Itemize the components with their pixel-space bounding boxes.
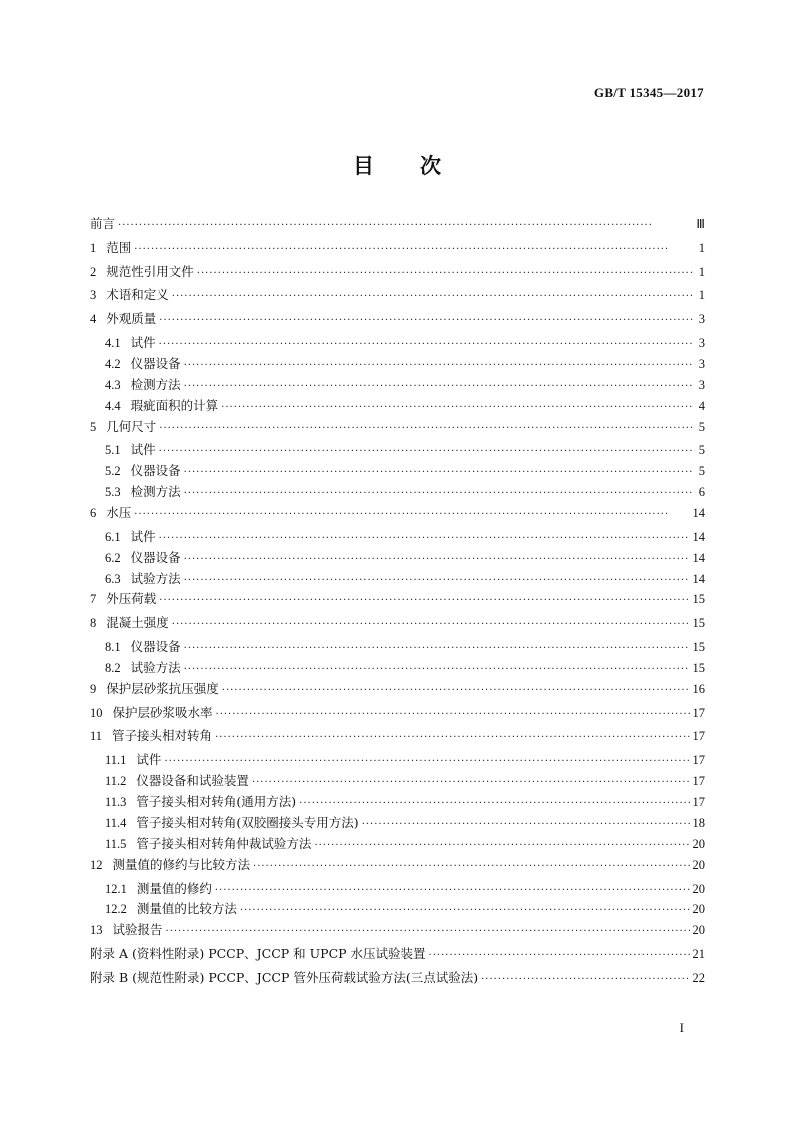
toc-entry-text: 试验方法 xyxy=(130,659,181,675)
toc-entry-number: 5 xyxy=(90,419,97,434)
toc-leader-dots xyxy=(252,777,690,788)
table-of-contents xyxy=(90,214,705,992)
toc-entry-number: 6.3 xyxy=(105,571,121,586)
toc-entry-page: 15 xyxy=(692,616,705,631)
toc-entry-label xyxy=(105,658,181,676)
toc-entry[interactable] xyxy=(90,569,705,590)
toc-entry-text: 保护层砂浆吸水率 xyxy=(112,704,213,720)
toc-leader-dots xyxy=(221,402,694,413)
toc-leader-dots xyxy=(184,643,690,654)
toc-entry[interactable] xyxy=(90,461,705,482)
toc-entry-number: 1 xyxy=(90,240,97,255)
title-char-2: 次 xyxy=(420,153,441,178)
toc-entry-number: 11.5 xyxy=(105,836,127,851)
toc-entry-page: 6 xyxy=(698,485,705,500)
toc-entry[interactable] xyxy=(90,238,705,262)
toc-leader-dots xyxy=(159,315,694,326)
toc-entry[interactable] xyxy=(90,589,705,613)
toc-entry-text: 管子接头相对转角 xyxy=(112,728,213,744)
toc-leader-dots xyxy=(215,885,690,896)
toc-entry-text: 检测方法 xyxy=(130,484,181,500)
toc-entry-page: 14 xyxy=(692,529,705,544)
toc-entry-text: 水压 xyxy=(106,505,132,521)
page-title xyxy=(0,150,794,180)
toc-entry-label xyxy=(105,375,181,393)
toc-leader-dots xyxy=(362,819,690,830)
toc-entry-label xyxy=(105,834,311,852)
toc-entry[interactable] xyxy=(90,855,705,879)
toc-entry[interactable] xyxy=(90,750,705,771)
toc-entry-number: 4.4 xyxy=(105,398,121,413)
toc-entry-page: 17 xyxy=(692,795,705,810)
toc-entry-label xyxy=(90,968,478,986)
toc-entry-label xyxy=(105,813,359,831)
toc-entry[interactable] xyxy=(90,440,705,461)
toc-leader-dots xyxy=(118,220,693,231)
toc-entry-number: 10 xyxy=(90,705,103,720)
toc-leader-dots xyxy=(172,619,690,630)
toc-entry-text: 仪器设备和试验装置 xyxy=(136,773,249,789)
toc-entry-page: 1 xyxy=(698,240,705,255)
toc-entry[interactable] xyxy=(90,637,705,658)
toc-entry-text: 试件 xyxy=(130,528,156,544)
toc-entry[interactable] xyxy=(90,333,705,354)
toc-entry-number: 8.1 xyxy=(105,640,121,655)
toc-entry-text: 测量值的修约 xyxy=(136,880,212,896)
toc-entry-number: 4.1 xyxy=(105,335,121,350)
toc-entry-page: 22 xyxy=(692,970,705,985)
toc-leader-dots xyxy=(222,685,690,696)
toc-entry[interactable] xyxy=(90,771,705,792)
standard-code: GB/T 15345—2017 xyxy=(593,85,704,100)
toc-entry-text: 瑕疵面积的计算 xyxy=(130,397,219,413)
toc-leader-dots xyxy=(134,244,694,255)
toc-entry-text: 保护层砂浆抗压强度 xyxy=(106,680,219,696)
toc-entry-text: 仪器设备 xyxy=(130,639,181,655)
toc-entry-page: 20 xyxy=(692,923,705,938)
toc-entry[interactable] xyxy=(90,726,705,750)
toc-entry-text: 试验方法 xyxy=(130,570,181,586)
toc-entry[interactable] xyxy=(90,309,705,333)
toc-entry-label xyxy=(105,750,161,768)
toc-entry-text: 外观质量 xyxy=(106,311,157,327)
toc-leader-dots xyxy=(215,732,689,743)
toc-entry[interactable] xyxy=(90,968,705,992)
toc-entry-label xyxy=(105,569,181,587)
toc-entry-number: 6.2 xyxy=(105,550,121,565)
toc-entry-number: 3 xyxy=(90,288,97,303)
toc-leader-dots xyxy=(184,381,694,392)
toc-entry[interactable] xyxy=(90,375,705,396)
toc-entry-number: 12.2 xyxy=(105,902,127,917)
toc-entry-label xyxy=(105,354,181,372)
toc-entry-number: 11.4 xyxy=(105,815,127,830)
toc-entry-label xyxy=(90,944,426,962)
toc-entry[interactable] xyxy=(90,679,705,703)
toc-entry-page: 20 xyxy=(692,836,705,851)
toc-entry-label xyxy=(90,589,156,607)
toc-entry[interactable] xyxy=(90,548,705,569)
toc-entry-page: 14 xyxy=(692,550,705,565)
toc-entry-page: 20 xyxy=(692,902,705,917)
toc-entry[interactable] xyxy=(90,813,705,834)
toc-entry-number: 5.1 xyxy=(105,443,121,458)
toc-leader-dots xyxy=(172,291,694,302)
toc-entry-label xyxy=(90,855,250,873)
toc-entry-page: 15 xyxy=(692,640,705,655)
toc-entry-label xyxy=(90,613,169,631)
toc-leader-dots xyxy=(184,554,690,565)
toc-entry-text: 仪器设备 xyxy=(130,463,181,479)
toc-entry-label xyxy=(90,285,169,303)
toc-entry-label xyxy=(105,461,181,479)
toc-leader-dots xyxy=(184,467,694,478)
toc-entry-page: Ⅲ xyxy=(696,217,705,231)
toc-entry[interactable] xyxy=(90,613,705,637)
toc-entry-page: 17 xyxy=(692,774,705,789)
toc-entry-page: 4 xyxy=(698,398,705,413)
toc-entry-text: 试件 xyxy=(136,752,162,768)
toc-entry[interactable] xyxy=(90,482,705,503)
toc-entry[interactable] xyxy=(90,396,705,417)
toc-entry-number: 4.2 xyxy=(105,356,121,371)
toc-leader-dots xyxy=(253,861,689,872)
toc-leader-dots xyxy=(429,950,690,961)
toc-entry-page: 17 xyxy=(692,753,705,768)
toc-entry-label xyxy=(105,899,237,917)
toc-entry-label xyxy=(105,396,218,414)
toc-entry-text: 附录 B (规范性附录) PCCP、JCCP 管外压荷载试验方法(三点试验法) xyxy=(90,969,479,985)
toc-leader-dots xyxy=(481,974,689,985)
toc-entry-label xyxy=(105,548,181,566)
toc-entry-text: 管子接头相对转角(双胶圈接头专用方法) xyxy=(136,814,359,830)
toc-entry-text: 术语和定义 xyxy=(106,287,169,303)
toc-entry-text: 管子接头相对转角(通用方法) xyxy=(136,794,297,810)
toc-leader-dots xyxy=(184,488,694,499)
toc-entry-page: 3 xyxy=(698,356,705,371)
toc-leader-dots xyxy=(159,446,694,457)
toc-entry-number: 5.3 xyxy=(105,485,121,500)
toc-entry[interactable] xyxy=(90,527,705,548)
toc-entry-text: 试件 xyxy=(130,442,156,458)
toc-entry[interactable] xyxy=(90,899,705,920)
toc-entry[interactable] xyxy=(90,354,705,375)
toc-entry-page: 18 xyxy=(692,815,705,830)
toc-entry-number: 6 xyxy=(90,506,97,521)
toc-entry-page: 14 xyxy=(692,571,705,586)
toc-entry-page: 3 xyxy=(698,312,705,327)
toc-entry-label xyxy=(90,417,156,435)
toc-entry-label xyxy=(105,482,181,500)
toc-entry[interactable] xyxy=(90,703,705,727)
toc-entry-label xyxy=(105,637,181,655)
toc-entry-number: 12.1 xyxy=(105,881,127,896)
toc-leader-dots xyxy=(240,905,690,916)
toc-entry-number: 12 xyxy=(90,857,103,872)
toc-entry-label xyxy=(90,679,219,697)
toc-entry[interactable] xyxy=(90,792,705,813)
toc-entry-text: 试验报告 xyxy=(112,922,163,938)
toc-entry-page: 15 xyxy=(692,592,705,607)
toc-entry[interactable] xyxy=(90,214,705,238)
toc-entry-label xyxy=(105,792,296,810)
toc-entry[interactable] xyxy=(90,658,705,679)
toc-entry-number: 4.3 xyxy=(105,377,121,392)
toc-entry-label xyxy=(105,333,156,351)
toc-entry-text: 附录 A (资料性附录) PCCP、JCCP 和 UPCP 水压试验装置 xyxy=(90,946,426,962)
toc-entry[interactable] xyxy=(90,262,705,286)
toc-entry-label xyxy=(90,262,194,280)
toc-entry-number: 6.1 xyxy=(105,529,121,544)
toc-entry-text: 外压荷载 xyxy=(106,591,157,607)
toc-entry-number: 8.2 xyxy=(105,660,121,675)
toc-entry-text: 规范性引用文件 xyxy=(106,263,194,279)
toc-entry-label xyxy=(105,527,156,545)
toc-entry-page: 16 xyxy=(692,681,705,696)
toc-entry-text: 试件 xyxy=(130,334,156,350)
toc-leader-dots xyxy=(184,664,690,675)
toc-entry-page: 5 xyxy=(698,464,705,479)
toc-entry-label xyxy=(90,503,131,521)
toc-leader-dots xyxy=(164,756,689,767)
toc-entry-text: 测量值的比较方法 xyxy=(136,901,237,917)
toc-leader-dots xyxy=(299,798,689,809)
toc-entry-text: 混凝土强度 xyxy=(106,615,169,631)
toc-entry-text: 前言 xyxy=(90,216,116,231)
toc-entry-text: 范围 xyxy=(106,239,132,255)
toc-leader-dots xyxy=(159,423,694,434)
toc-entry[interactable] xyxy=(90,417,705,441)
toc-entry-page: 21 xyxy=(692,947,705,962)
toc-entry-label xyxy=(90,309,156,327)
toc-entry-text: 管子接头相对转角仲裁试验方法 xyxy=(136,835,312,851)
toc-entry-label xyxy=(105,440,156,458)
toc-entry-page: 3 xyxy=(698,377,705,392)
toc-leader-dots xyxy=(216,709,690,720)
toc-entry-page: 14 xyxy=(692,506,705,521)
toc-entry-number: 9 xyxy=(90,681,97,696)
toc-entry-label xyxy=(105,771,249,789)
toc-entry-page: 15 xyxy=(692,660,705,675)
toc-entry-label xyxy=(90,703,213,721)
toc-entry-label xyxy=(90,920,163,938)
toc-entry-text: 检测方法 xyxy=(130,376,181,392)
toc-entry-text: 测量值的修约与比较方法 xyxy=(112,856,251,872)
toc-entry-text: 仪器设备 xyxy=(130,355,181,371)
toc-entry-number: 11.1 xyxy=(105,753,127,768)
toc-entry-number: 7 xyxy=(90,592,97,607)
toc-entry-number: 4 xyxy=(90,312,97,327)
toc-entry-page: 1 xyxy=(698,288,705,303)
toc-entry-page: 5 xyxy=(698,443,705,458)
toc-entry-page: 17 xyxy=(692,705,705,720)
toc-leader-dots xyxy=(166,926,690,937)
toc-leader-dots xyxy=(184,575,690,586)
toc-entry[interactable] xyxy=(90,944,705,968)
toc-leader-dots xyxy=(134,509,689,520)
toc-entry-page: 17 xyxy=(692,729,705,744)
toc-leader-dots xyxy=(159,339,694,350)
toc-entry-number: 5.2 xyxy=(105,464,121,479)
toc-leader-dots xyxy=(159,533,690,544)
toc-entry-label xyxy=(90,726,212,744)
toc-entry-number: 11 xyxy=(90,729,103,744)
toc-entry-text: 几何尺寸 xyxy=(106,418,157,434)
footer-page-number: I xyxy=(679,1020,684,1035)
toc-entry-label xyxy=(90,214,115,232)
toc-entry-number: 11.3 xyxy=(105,795,127,810)
toc-leader-dots xyxy=(197,268,694,279)
toc-leader-dots xyxy=(184,360,694,371)
toc-entry-number: 8 xyxy=(90,616,97,631)
toc-entry-number: 13 xyxy=(90,923,103,938)
toc-entry-page: 3 xyxy=(698,335,705,350)
toc-entry-label xyxy=(90,238,131,256)
toc-entry[interactable] xyxy=(90,503,705,527)
toc-entry-number: 2 xyxy=(90,264,97,279)
toc-entry[interactable] xyxy=(90,879,705,900)
toc-entry[interactable] xyxy=(90,834,705,855)
toc-entry-number: 11.2 xyxy=(105,774,127,789)
toc-entry-label xyxy=(105,879,212,897)
toc-leader-dots xyxy=(314,840,689,851)
toc-entry-page: 20 xyxy=(692,881,705,896)
toc-entry-page: 5 xyxy=(698,419,705,434)
toc-leader-dots xyxy=(159,595,689,606)
toc-entry-page: 1 xyxy=(698,264,705,279)
toc-entry-text: 仪器设备 xyxy=(130,549,181,565)
title-char-1: 目 xyxy=(353,153,374,178)
toc-entry[interactable] xyxy=(90,920,705,944)
toc-entry-page: 20 xyxy=(692,857,705,872)
toc-entry[interactable] xyxy=(90,285,705,309)
